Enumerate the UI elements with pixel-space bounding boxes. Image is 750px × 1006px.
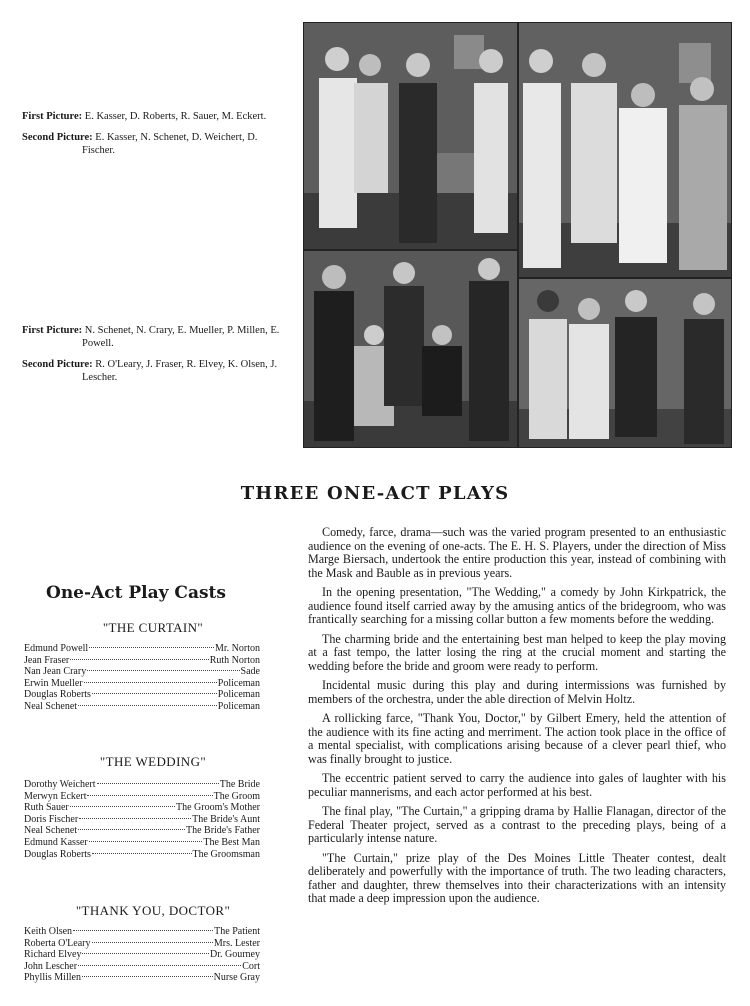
article-paragraph: In the opening presentation, "The Wedding," a comedy by John Kirkpatrick, the audience found itself carried away by the amusing antics of the bridegroom, who was frantically searching for a missing collar button a few moments before the wedding. [308,585,726,626]
photo-curtain-cast [303,250,518,448]
cast-row: Merwyn Eckert The Groom [24,790,260,802]
cast-row: Douglas Roberts Policeman [24,689,260,701]
cast-row: Neal Schenet The Bride's Father [24,825,260,837]
caption-line: Second Picture: R. O'Leary, J. Fraser, R. Elvey, K. Olsen, J. Lescher. [22,359,278,383]
caption-line: Second Picture: E. Kasser, N. Schenet, D. Weichert, D. Fischer. [22,132,258,156]
cast-row: Phyllis Millen Nurse Gray [24,972,260,984]
cast-row: Roberta O'Leary Mrs. Lester [24,937,260,949]
photo-wedding-cast-2 [518,22,732,278]
photo-wedding-cast-1 [303,22,518,250]
article-paragraph: Incidental music during this play and during intermissions was furnished by members of the orchestra, under the able direction of Melvin Holtz. [308,678,726,706]
cast-section-heading: One-Act Play Casts [46,583,226,603]
page-title: THREE ONE-ACT PLAYS [240,483,510,504]
article-paragraph: Comedy, farce, drama—such was the varied program presented to an enthusiastic audience on the evening of one-acts. The E. H. S. Players, under the direction of Miss Marge Biersach, undertook the entire production this year, instead of combining with the Mask and Bauble as in previous years. [308,525,726,580]
photo-thank-you-doctor-cast [518,278,732,448]
cast-row: Richard Elvey Dr. Gourney [24,949,260,961]
article-paragraph: The eccentric patient served to carry the audience into gales of laughter with his peculiar mannerisms, and each actor performed at his best. [308,771,726,799]
article-paragraph: The final play, "The Curtain," a gripping drama by Hallie Flanagan, director of the Federal Theater project, served as a contrast to the preceding plays, being of a particularly intense nature. [308,804,726,845]
article-paragraph: The charming bride and the entertaining best man helped to keep the play moving at a fast tempo, the latter losing the ring at the crucial moment and starting the wedding before the bride and groom were ready to perform. [308,631,726,673]
caption-line: First Picture: E. Kasser, D. Roberts, R. Sauer, M. Eckert. [22,111,267,122]
cast-row: Doris Fischer The Bride's Aunt [24,813,260,825]
cast-list-curtain [24,643,260,713]
play-title-curtain: "THE CURTAIN" [102,620,204,635]
play-title-wedding: "THE WEDDING" [99,754,207,769]
play-title-thank-you-doctor: "THANK YOU, DOCTOR" [75,903,231,918]
cast-row: Neal Schenet Policeman [24,700,260,712]
cast-row: Erwin Mueller Policeman [24,677,260,689]
cast-row: Douglas Roberts The Groomsman [24,848,260,860]
cast-row: Keith Olsen The Patient [24,926,260,937]
article-body [308,526,726,912]
cast-row: Ruth Sauer The Groom's Mother [24,802,260,814]
caption-line: First Picture: N. Schenet, N. Crary, E. Mueller, P. Millen, E. Powell. [22,325,280,349]
cast-row: Dorothy Weichert The Bride [24,779,260,790]
article-paragraph: "The Curtain," prize play of the Des Moines Little Theater contest, dealt deliberately and powerfully with the importance of truth. The two leading characters, father and daughter, threw themselves into their characterizations with an intensity that made a deep impression upon the audience. [308,850,726,905]
cast-row: John Lescher Cort [24,960,260,972]
cast-list-wedding [24,779,260,860]
article-paragraph: A rollicking farce, "Thank You, Doctor," by Gilbert Emery, held the attention of the audience with its fine acting and merriment. The action took place in the office of a mental specialist, with complications arising because of a clever pearl thief, who was finally brought to justice. [308,711,726,766]
top-photos-caption [22,110,280,165]
cast-row: Jean Fraser Ruth Norton [24,654,260,666]
bottom-photos-caption [22,324,280,392]
cast-row: Nan Jean Crary Sade [24,666,260,678]
cast-row: Edmund Kasser The Best Man [24,836,260,848]
cast-row: Edmund Powell Mr. Norton [24,643,260,654]
cast-list-thank-you-doctor [24,926,260,984]
